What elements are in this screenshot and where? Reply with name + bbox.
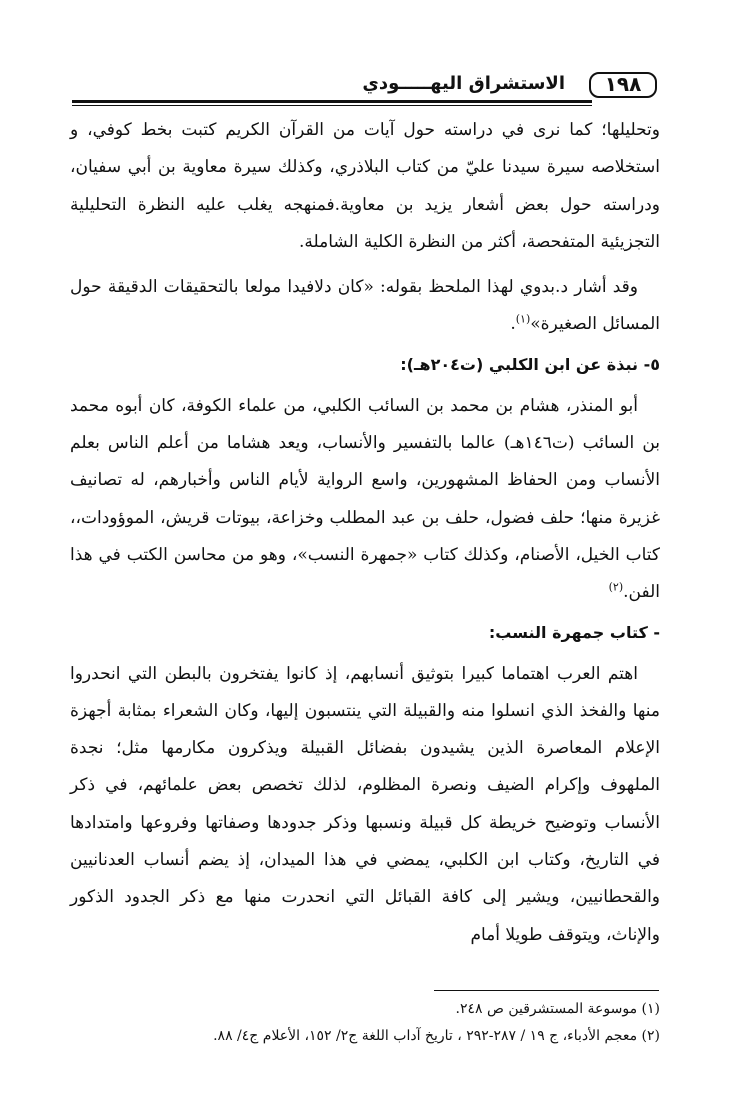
paragraph-3-text: أبو المنذر، هشام بن محمد بن السائب الكلبي، من علماء الكوفة، كان أبوه محمد بن السائب (ت١٤٦هـ) عالما بالتفسير والأنساب، ويعد هشاما من أعلم الناس بعلم الأنساب ومن الحفاظ المشهورين، واسع الرواية لأيام الناس وأخبارهم، له تصانيف غزيرة منها؛ حلف فضول، حلف بن عبد المطلب وخزاعة، بيوتات قريش، الموؤودات،، كتاب الخيل، الأصنام، وكذلك كتاب «جمهرة النسب»، وهو من محاسن الكتب في هذا الفن. — [70, 395, 660, 603]
subsection-heading: - كتاب جمهرة النسب: — [488, 622, 660, 642]
paragraph-2-end: . — [510, 314, 516, 335]
section-heading: ٥- نبذة عن ابن الكلبي (ت٢٠٤هـ): — [400, 354, 660, 374]
body-text — [70, 112, 660, 954]
header-rule-thin — [72, 105, 592, 106]
footnote-2: (٢) معجم الأدباء، ج ١٩ / ٢٨٧-٢٩٢ ، تاريخ آداب اللغة ج٢/ ١٥٢، الأعلام ج٤/ ٨٨. — [213, 1028, 660, 1044]
page-number: ١٩٨ — [589, 72, 657, 98]
header-rule — [72, 100, 592, 103]
paragraph-2-text: وقد أشار د.بدوي لهذا الملحظ بقوله: «كان دلافيدا مولعا بالتحقيقات الدقيقة حول المسائل الصغيرة» — [70, 277, 660, 335]
footnote-rule — [434, 990, 659, 991]
footnote-1: (١) موسوعة المستشرقين ص ٢٤٨. — [455, 1001, 660, 1017]
paragraph-2 — [70, 269, 660, 344]
footnotes — [100, 996, 660, 1050]
page-header — [72, 72, 657, 102]
running-title: الاستشراق اليهـــــودي — [362, 73, 565, 94]
paragraph-1: وتحليلها؛ كما نرى في دراسته حول آيات من القرآن الكريم كتبت بخط كوفي، و استخلاصه سيرة سيدنا عليّ من كتاب البلاذري، وكذلك سيرة معاوية بن أبي سفيان، ودراسته حول بعض أشعار يزيد بن معاوية.فمنهجه يغلب عليه النظرة التحليلية التجزيئية المتفحصة، أكثر من النظرة الكلية الشاملة. — [70, 120, 660, 252]
footnote-ref-2: (٢) — [608, 580, 624, 594]
paragraph-4: اهتم العرب اهتماما كبيرا بتوثيق أنسابهم، إذ كانوا يفتخرون بالبطن التي انحدروا منها والفخذ الذي انسلوا منه والقبيلة التي ينتسبون إليها، وكان الشعراء بمثابة أجهزة الإعلام المعاصرة الذين يشيدون بفضائل القبيلة ويذكرون مكارمها مثل؛ نجدة الملهوف وإكرام الضيف ونصرة المظلوم، لذلك تخصص بعض علمائهم، في ذكر الأنساب وتوضيح خريطة كل قبيلة ونسبها وذكر جدودها وصفاتها وفروعها وامتدادها في التاريخ، وكتاب ابن الكلبي، يمضي في هذا الميدان، إذ يضم أنساب العدنانيين والقحطانيين، ويشير إلى كافة القبائل التي انحدرت منها مع ذكر الجدود الذكور والإناث، ويتوقف طويلا أمام — [70, 663, 660, 945]
footnote-ref-1: (١) — [515, 312, 531, 326]
paragraph-3 — [70, 388, 660, 612]
